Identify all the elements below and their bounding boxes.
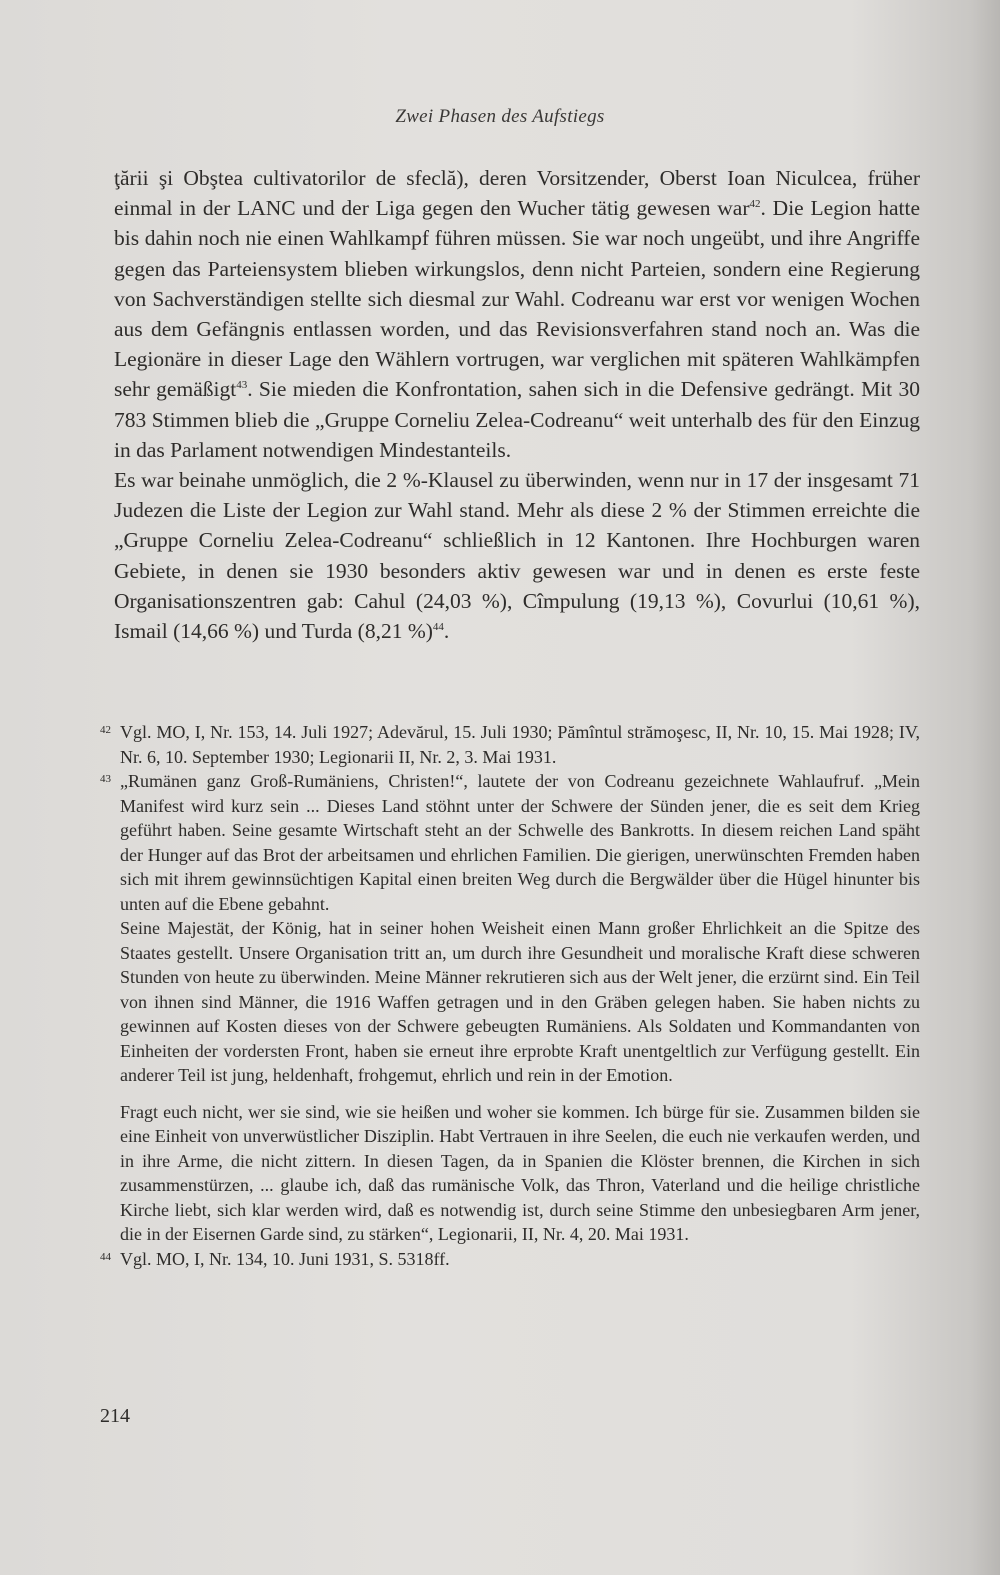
footnote-ref-44: 44 [432,620,444,633]
paragraph-1-part-a: ţării şi Obştea cultivatorilor de sfeclă), deren Vorsitzender, Oberst Ioan Niculcea, früher einmal in der LANC und der Liga gegen den Wucher tätig gewesen war [114,166,920,221]
footnote-ref-43: 43 [236,379,248,392]
footnote-number: 42 [100,724,111,736]
paragraph-2 [114,465,920,646]
footnote-ref-42: 42 [749,198,761,211]
page-number: 214 [100,1405,130,1427]
paragraph-1-part-c: . Sie mieden die Konfrontation, sahen sich in die Defensive gedrängt. Mit 30 783 Stimmen blieb die „Gruppe Corneliu Zelea-Codreanu“ weit unterhalb des für den Einzug in das Parlament notwendigen Mindestanteils. [114,377,920,462]
running-head: Zwei Phasen des Aufstiegs [395,106,605,127]
footnote-44 [100,1247,920,1272]
footnotes [100,720,920,1271]
footnote-text: Vgl. MO, I, Nr. 153, 14. Juli 1927; Adevărul, 15. Juli 1930; Pămîntul strămoşesc, II, Nr. 10, 15. Mai 1928; IV, Nr. 6, 10. September 1930; Legionarii II, Nr. 2, 3. Mai 1931. [120,722,920,767]
paragraph-2-part-b: . [443,619,450,644]
footnote-text [106,769,920,1247]
footnote-number: 44 [100,1250,111,1263]
footnote-paragraph: „Rumänen ganz Groß-Rumäniens, Christen!“, lautete der von Codreanu gezeichnete Wahlaufruf. „Mein Manifest wird kurz sein ... Dieses Land stöhnt unter der Schwere der Sünden jener, die es seit dem Krieg geführt haben. Seine gesamte Wirtschaft steht an der Schwelle des Bankrotts. In diesem reichen Land späht der Hunger auf das Brot der arbeitsamen und ehrlichen Familien. Die gierigen, unerwünschten Fremden haben sich mit ihrem gewinnsüchtigen Kapital einen breiten Weg durch die Bergwälder über die Hügel hinunter bis unten auf die Ebene gebahnt. [120,771,920,914]
footnote-number: 43 [100,773,111,785]
paragraph-2-part-a: Es war beinahe unmöglich, die 2 %-Klausel zu überwinden, wenn nur in 17 der insgesamt 71 Judezen die Liste der Legion zur Wahl stand. Mehr als diese 2 % der Stimmen erreichte die „Gruppe Corneliu Zelea-Codreanu“ schließlich in 12 Kantonen. Ihre Hochburgen waren Gebiete, in denen sie 1930 besonders aktiv gewesen war und in denen es erste feste Organisationszentren gab: Cahul (24,03 %), Cîmpulung (19,13 %), Covurlui (10,61 %), Ismail (14,66 %) und Turda (8,21 %) [114,468,920,644]
footnote-text: Vgl. MO, I, Nr. 134, 10. Juni 1931, S. 5318ff. [120,1248,450,1269]
paragraph-1-part-b: . Die Legion hatte bis dahin noch nie einen Wahlkampf führen müssen. Sie war noch ungeübt, und ihre Angriffe gegen das Parteiensystem blieben wirkungslos, denn nicht Parteien, sondern eine Regierung von Sachverständigen stellte sich diesmal zur Wahl. Codreanu war erst vor wenigen Wochen aus dem Gefängnis entlassen worden, und das Revisionsverfahren stand noch an. Was die Legionäre in dieser Lage den Wählern vortrugen, war verglichen mit späteren Wahlkämpfen sehr gemäßigt [114,196,920,402]
footnote-43 [100,769,920,1247]
paragraph-1 [114,163,920,465]
footnote-42 [100,720,920,769]
main-text [114,163,920,646]
footnote-paragraph: Fragt euch nicht, wer sie sind, wie sie heißen und woher sie kommen. Ich bürge für sie. Zusammen bilden sie eine Einheit von unverwüstlicher Disziplin. Habt Vertrauen in ihre Seelen, die euch nie verkaufen werden, und in ihre Arme, die nicht zittern. In diesen Tagen, da in Spanien die Klöster brennen, die Kirchen in sich zusammenstürzen, ... glaube ich, daß das rumänische Volk, das Thron, Vaterland und die heilige christliche Kirche liebt, sich klar werden wird, daß es notwendig ist, durch seine Stimme den unbesiegbaren Arm jener, die in der Eisernen Garde sind, zu stärken“, Legionarii, II, Nr. 4, 20. Mai 1931. [120,1101,920,1244]
footnote-spacer [120,1088,920,1100]
footnote-paragraph: Seine Majestät, der König, hat in seiner hohen Weisheit einen Mann großer Ehrlichkeit an die Spitze des Staates gestellt. Unsere Organisation tritt an, um durch ihre Gesundheit und moralische Kraft diese schweren Stunden von heute zu überwinden. Meine Männer rekrutieren sich aus der Welt jener, die erzürnt sind. Ein Teil von ihnen sind Männer, die 1916 Waffen getragen und in den Gräben gelegen haben. Sie haben nichts zu gewinnen auf Kosten dieses von der Schwere gebeugten Rumäniens. Als Soldaten und Kommandanten von Einheiten der vordersten Front, haben sie erneut ihre erprobte Kraft unentgeltlich zur Verfügung gestellt. Ein anderer Teil ist jung, heldenhaft, frohgemut, ehrlich und rein in der Emotion. [120,918,920,1085]
